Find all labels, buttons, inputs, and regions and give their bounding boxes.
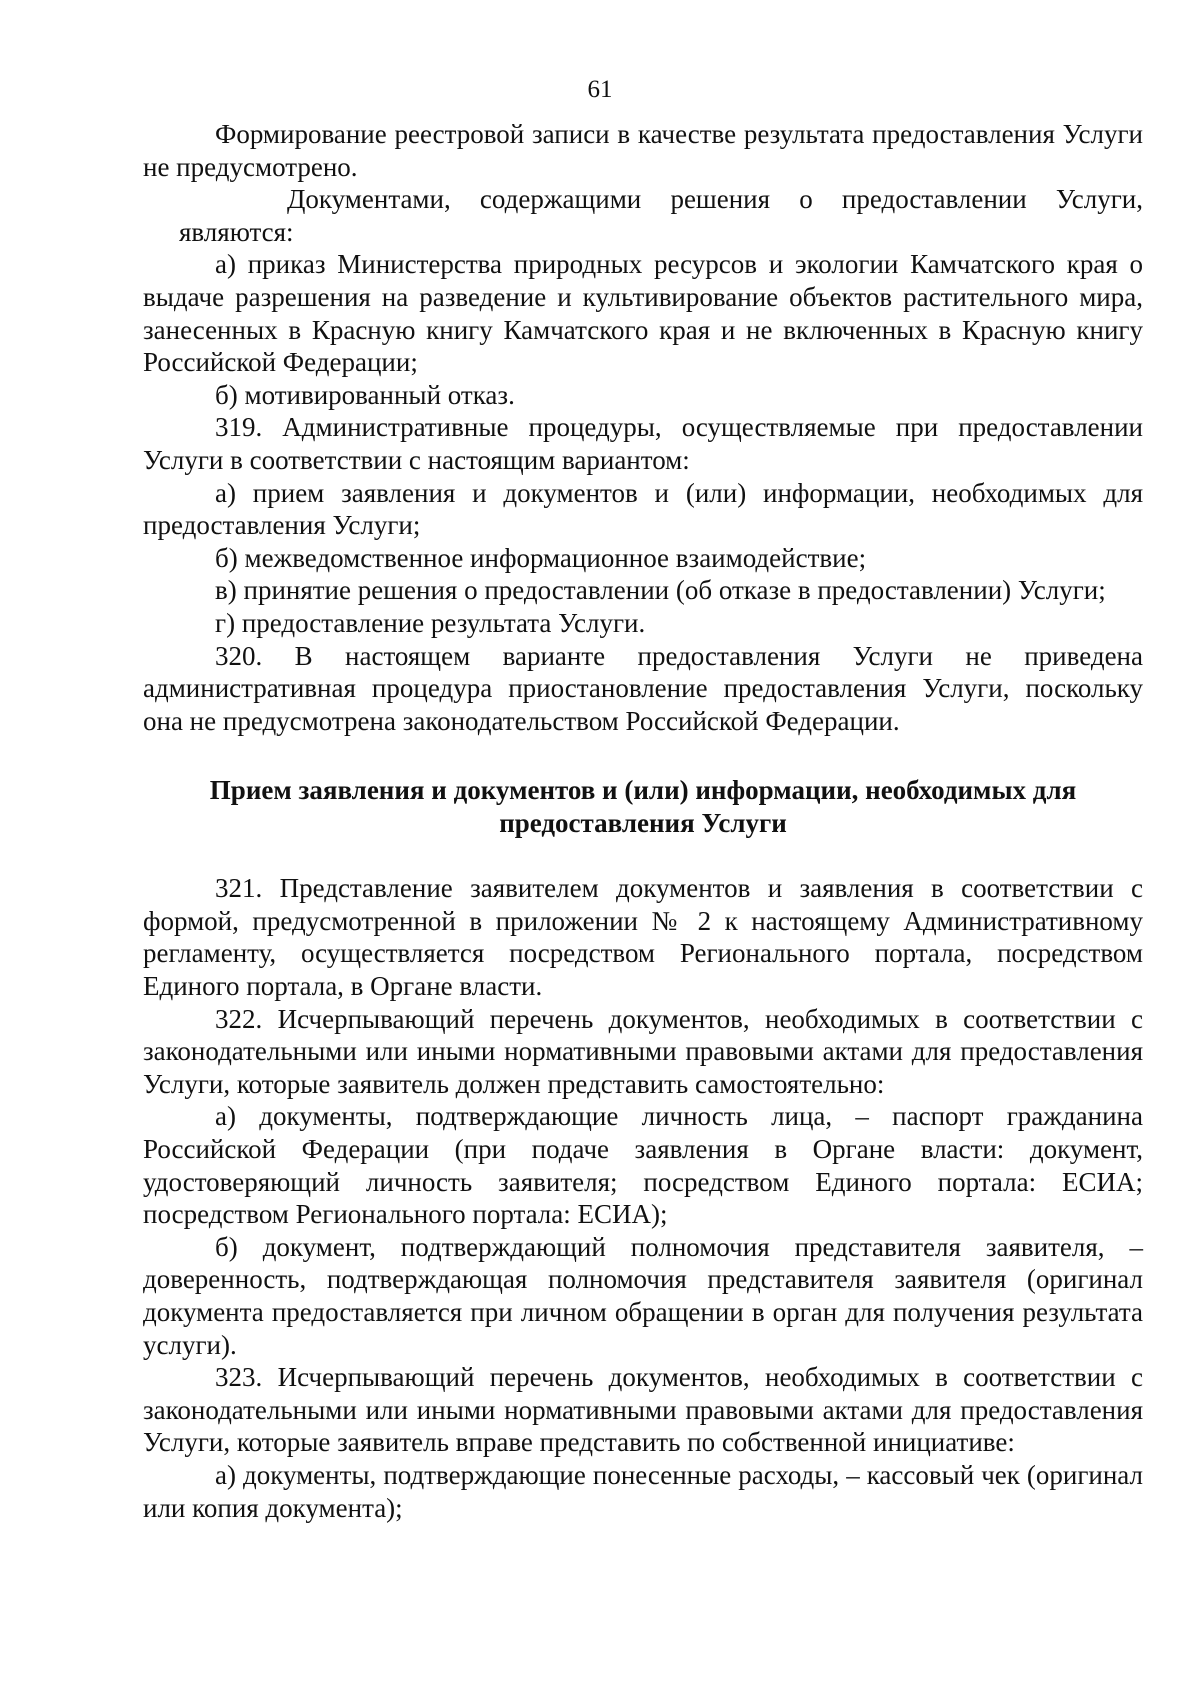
paragraph-322-item-b: б) документ, подтверждающий полномочия представителя заявителя, – доверенность, подтверждающая полномочия представителя заявителя (оригинал документа предоставляется при личном обращении в орган для получения результата услуги).	[143, 1231, 1143, 1360]
paragraph-319-item-b: б) межведомственное информационное взаимодействие;	[215, 542, 867, 573]
paragraph-319-item-c: в) принятие решения о предоставлении (об отказе в предоставлении) Услуги;	[215, 575, 1106, 606]
paragraph-320: 320. В настоящем варианте предоставления Услуги не приведена административная процедура приостановление предоставления Услуги, поскольку она не предусмотрена законодательством Российской Федерации.	[143, 640, 1143, 736]
paragraph-322-item-a: а) документы, подтверждающие личность лица, – паспорт гражданина Российской Федерации (при подаче заявления в Органе власти: документ, удостоверяющий личность заявителя; посредством Единого портала: ЕСИА; посредством Регионального портала: ЕСИА);	[143, 1101, 1143, 1230]
paragraph-319-item-a: а) прием заявления и документов и (или) информации, необходимых для предоставления Услуги;	[143, 477, 1143, 541]
paragraph-item-b-refusal: б) мотивированный отказ.	[215, 379, 515, 410]
paragraph-item-a-order: а) приказ Министерства природных ресурсов и экологии Камчатского края о выдаче разрешения на разведение и культивирование объектов растительного мира, занесенных в Красную книгу Камчатского края и не включенных в Красную книгу Российской Федерации;	[143, 249, 1143, 378]
paragraph-323: 323. Исчерпывающий перечень документов, необходимых в соответствии с законодательными или иными нормативными правовыми актами для предоставления Услуги, которые заявитель вправе представить по собственной инициативе:	[143, 1362, 1143, 1458]
section-heading: Прием заявления и документов и (или) информации, необходимых для предоставления Услуги	[209, 775, 1077, 839]
paragraph-319: 319. Административные процедуры, осуществляемые при предоставлении Услуги в соответствии с настоящим вариантом:	[143, 412, 1143, 475]
page-number: 61	[587, 76, 613, 103]
paragraph-registry-note: Формирование реестровой записи в качестве результата предоставления Услуги не предусмотрено.	[143, 119, 1143, 182]
paragraph-319-item-d: г) предоставление результата Услуги.	[215, 607, 646, 638]
paragraph-323-item-a: а) документы, подтверждающие понесенные расходы, – кассовый чек (оригинал или копия документа);	[143, 1459, 1143, 1523]
paragraph-321: 321. Представление заявителем документов и заявления в соответствии с формой, предусмотренной в приложении № 2 к настоящему Административному регламенту, осуществляется посредством Регионального портала, посредством Единого портала, в Органе власти.	[143, 873, 1143, 1002]
document-body	[143, 118, 1143, 1524]
paragraph-322: 322. Исчерпывающий перечень документов, необходимых в соответствии с законодательными или иными нормативными правовыми актами для предоставления Услуги, которые заявитель должен представить самостоятельно:	[143, 1003, 1143, 1099]
paragraph-decision-documents: Документами, содержащими решения о предоставлении Услуги, являются:	[179, 184, 1143, 247]
